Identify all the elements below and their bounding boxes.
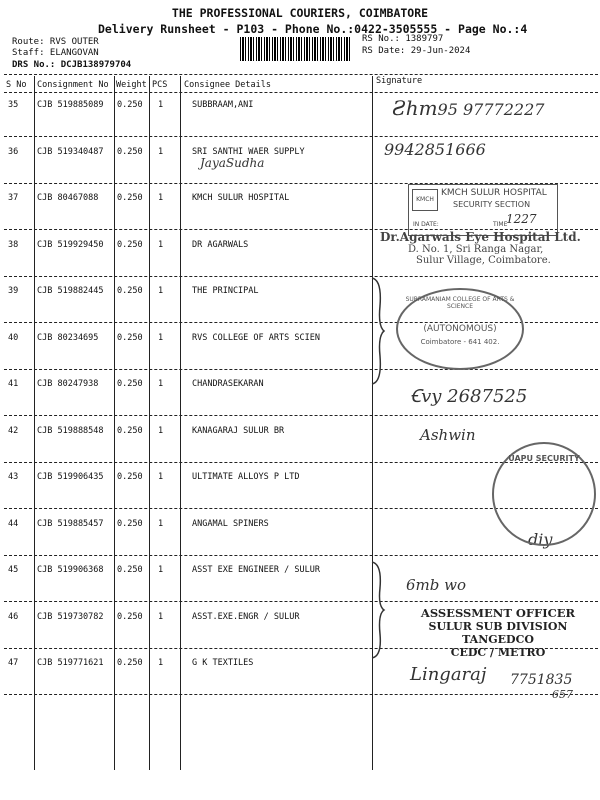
row-weight: 0.250 <box>117 332 143 343</box>
signature-42: Ashwin <box>420 426 476 444</box>
row-pcs: 1 <box>158 379 164 389</box>
brace-mark <box>368 560 388 660</box>
stamp-line: Sulur Village, Coimbatore. <box>416 255 551 266</box>
row-pcs: 1 <box>158 239 164 250</box>
handwritten-phone: 9942851666 <box>384 140 486 159</box>
row-sno: 45 <box>8 565 19 575</box>
handwritten-number: 7751835 <box>510 672 573 688</box>
kmch-security-stamp <box>408 184 558 236</box>
stamp-line: KMCH SULUR HOSPITAL <box>441 188 547 198</box>
row-sno: 41 <box>8 379 19 389</box>
stamp-line: CEDC / METRO <box>450 646 546 659</box>
col-header-sno: S No <box>6 80 27 90</box>
stamp-line: ASSESSMENT OFFICER <box>420 606 576 620</box>
row-pcs: 1 <box>158 100 164 110</box>
row-consignee: DR AGARWALS <box>192 239 249 250</box>
handwritten-phone: 95 97772227 <box>437 100 545 119</box>
row-separator <box>4 136 598 137</box>
row-consignee: G K TEXTILES <box>192 658 254 668</box>
row-consignment-no: CJB 519885457 <box>37 518 104 529</box>
company-title: THE PROFESSIONAL COURIERS, COIMBATORE <box>171 6 429 20</box>
row-separator <box>4 555 598 556</box>
row-consignee: ANGAMAL SPINERS <box>192 518 269 529</box>
row-pcs: 1 <box>158 286 164 296</box>
row-sno: 43 <box>8 472 19 482</box>
row-consignee: ASST EXE ENGINEER / SULUR <box>192 565 320 575</box>
row-consignment-no: CJB 519888548 <box>37 425 104 436</box>
signature-35: Ƨhm95 97772227 <box>392 96 545 120</box>
row-sno: 44 <box>8 518 19 529</box>
stamp-time-field: TIME <box>493 221 508 228</box>
col-header-pcs: PCS <box>152 80 168 90</box>
col-divider <box>34 76 35 770</box>
row-consignment-no: CJB 519885089 <box>37 100 104 110</box>
row-sno: 40 <box>8 332 19 343</box>
col-divider <box>180 76 181 770</box>
row-weight: 0.250 <box>117 472 143 482</box>
row-pcs: 1 <box>158 518 164 529</box>
row-consignee: KANAGARAJ SULUR BR <box>192 425 285 436</box>
seal-ring-text: SUBRAMANIAM COLLEGE OF ARTS & SCIENCE <box>405 296 515 310</box>
seal-center-text: (AUTONOMOUS) <box>423 324 497 334</box>
handwritten-name: Lingaraj <box>410 664 487 685</box>
row-pcs: 1 <box>158 332 164 343</box>
table-top-rule <box>4 74 598 75</box>
row-consignee: SRI SANTHI WAER SUPPLY <box>192 146 305 157</box>
row-weight: 0.250 <box>117 193 143 203</box>
handwritten-number: 657 <box>552 688 573 701</box>
row-consignee: SUBBRAAM,ANI <box>192 100 254 110</box>
handwritten-number: 2687525 <box>447 386 528 407</box>
row-consignment-no: CJB 80234695 <box>37 332 99 343</box>
row-weight: 0.250 <box>117 658 143 668</box>
rs-date: RS Date: 29-Jun-2024 <box>362 46 471 56</box>
stamp-line: SECURITY SECTION <box>453 200 531 209</box>
stamp-line: Dr.Agarwals Eye Hospital Ltd. <box>380 230 581 244</box>
col-header-consignee: Consignee Details <box>184 80 271 90</box>
row-weight: 0.250 <box>117 100 143 110</box>
stamp-line: TANGEDCO <box>462 633 534 646</box>
row-separator <box>4 694 598 695</box>
runsheet-subtitle: Delivery Runsheet - P103 - Phone No.:0422-3505555 - Page No.:4 <box>98 22 528 36</box>
col-header-weight: Weight <box>116 80 147 90</box>
col-divider <box>114 76 115 770</box>
row-consignment-no: CJB 519906435 <box>37 472 104 482</box>
row-sno: 35 <box>8 100 19 110</box>
brace-mark <box>368 276 388 386</box>
handwritten-name: JayaSudha <box>200 156 265 170</box>
college-seal <box>396 288 524 370</box>
row-pcs: 1 <box>158 425 164 436</box>
kmch-logo: KMCH <box>412 189 438 211</box>
row-pcs: 1 <box>158 472 164 482</box>
row-separator <box>4 276 598 277</box>
security-seal <box>492 442 596 546</box>
row-weight: 0.250 <box>117 611 143 622</box>
row-consignment-no: CJB 80247938 <box>37 379 99 389</box>
row-sno: 36 <box>8 146 19 157</box>
row-sno: 42 <box>8 425 19 436</box>
row-consignment-no: CJB 80467088 <box>37 193 99 203</box>
row-sno: 47 <box>8 658 19 668</box>
row-separator <box>4 369 598 370</box>
col-divider <box>372 76 373 770</box>
row-pcs: 1 <box>158 565 164 575</box>
barcode <box>240 37 352 61</box>
row-consignee: ULTIMATE ALLOYS P LTD <box>192 472 300 482</box>
row-sno: 39 <box>8 286 19 296</box>
row-sno: 38 <box>8 239 19 250</box>
rs-number: RS No.: 1389797 <box>362 34 444 44</box>
row-sno: 37 <box>8 193 19 203</box>
row-consignment-no: CJB 519340487 <box>37 146 104 157</box>
col-divider <box>149 76 150 770</box>
handwritten-note: 6mb wo <box>406 576 467 594</box>
row-consignment-no: CJB 519730782 <box>37 611 104 622</box>
seal-ring-text: UAPU SECURITY <box>508 454 580 463</box>
col-header-signature: Signature <box>376 76 423 86</box>
row-consignment-no: CJB 519771621 <box>37 658 104 668</box>
row-weight: 0.250 <box>117 239 143 250</box>
row-consignee: ASST.EXE.ENGR / SULUR <box>192 611 300 622</box>
row-pcs: 1 <box>158 611 164 622</box>
row-consignee: KMCH SULUR HOSPITAL <box>192 193 290 203</box>
row-separator <box>4 601 598 602</box>
row-pcs: 1 <box>158 193 164 203</box>
row-weight: 0.250 <box>117 379 143 389</box>
row-weight: 0.250 <box>117 565 143 575</box>
col-header-consignment: Consignment No <box>37 80 109 90</box>
signature-44: diy <box>528 530 553 549</box>
row-consignee: RVS COLLEGE OF ARTS SCIEN <box>192 332 320 343</box>
row-separator <box>4 415 598 416</box>
signature-41: Ꞓvy 2687525 <box>410 386 528 407</box>
row-consignee: CHANDRASEKARAN <box>192 379 264 389</box>
row-weight: 0.250 <box>117 146 143 157</box>
row-weight: 0.250 <box>117 425 143 436</box>
drs-number: DRS No.: DCJB138979704 <box>12 60 132 70</box>
row-weight: 0.250 <box>117 518 143 529</box>
agarwal-stamp <box>380 230 581 266</box>
assessment-officer-stamp <box>400 606 596 659</box>
route-label: Route: RVS OUTER <box>12 37 99 47</box>
row-consignment-no: CJB 519882445 <box>37 286 104 296</box>
stamp-handwritten-time: 1227 <box>506 212 537 226</box>
row-pcs: 1 <box>158 658 164 668</box>
stamp-date-field: IN DATE: <box>413 221 439 228</box>
row-consignee: THE PRINCIPAL <box>192 286 259 296</box>
row-consignment-no: CJB 519929450 <box>37 239 104 250</box>
stamp-line: SULUR SUB DIVISION <box>428 620 568 633</box>
row-weight: 0.250 <box>117 286 143 296</box>
row-sno: 46 <box>8 611 19 622</box>
stamp-line: D. No. 1, Sri Ranga Nagar, <box>408 244 544 255</box>
staff-label: Staff: ELANGOVAN <box>12 48 99 58</box>
seal-place-text: Coimbatore - 641 402. <box>420 338 500 346</box>
row-consignment-no: CJB 519906368 <box>37 565 104 575</box>
table-header-rule <box>4 92 598 93</box>
row-pcs: 1 <box>158 146 164 157</box>
